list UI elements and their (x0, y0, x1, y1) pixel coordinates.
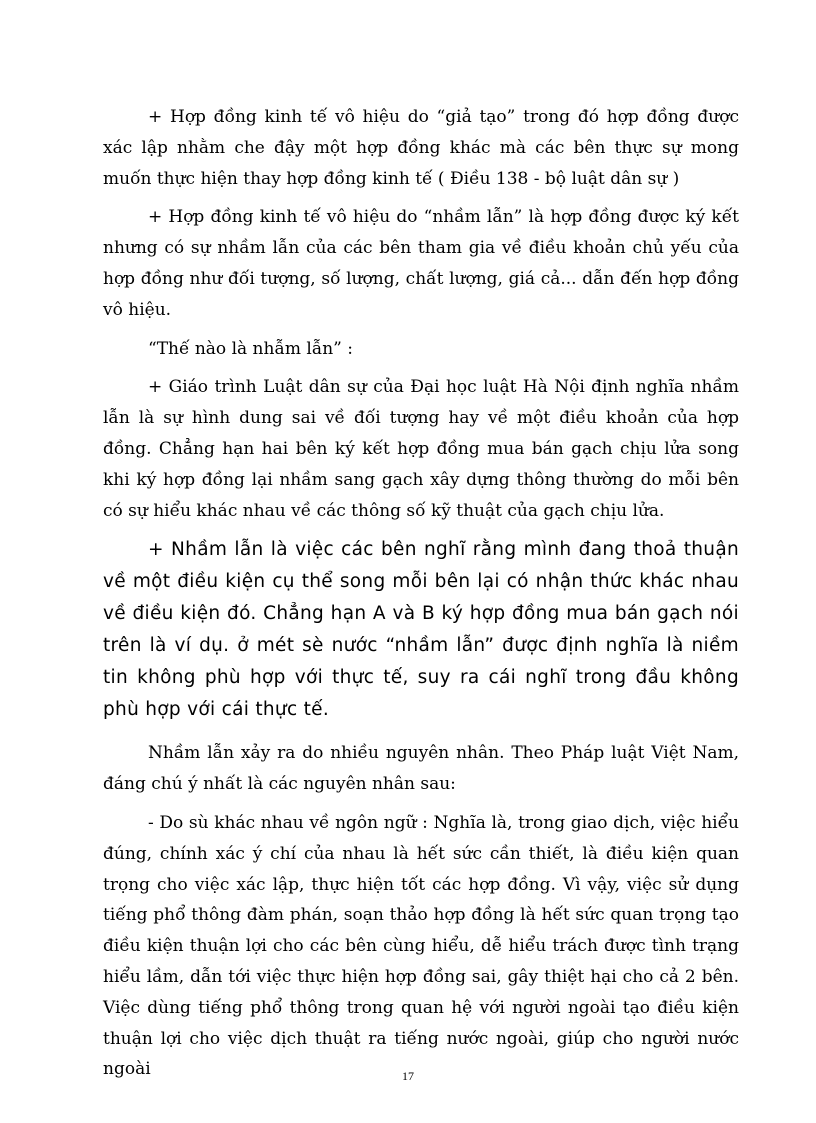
paragraph-language-difference: - Do sù khác nhau về ngôn ngữ : Nghĩa là, trong giao dịch, việc hiểu đúng, chính xác ý chí của nhau là hết sức cần thiết, là điều kiện quan trọng cho việc xác lập, thực hiện tốt các hợp đồng. Vì vậy, việc sử dụng tiếng phổ thông đàm phán, soạn thảo hợp đồng là hết sức quan trọng tạo điều kiện thuận lợi cho các bên cùng hiểu, dễ hiểu trách được tình trạng hiểu lầm, dẫn tới việc thực hiện hợp đồng sai, gây thiệt hại cho cả 2 bên. Việc dùng tiếng phổ thông trong quan hệ với người ngoài tạo điều kiện thuận lợi cho việc dịch thuật ra tiếng nước ngoài, giúp cho người nước ngoài (103, 812, 739, 1080)
paragraph-causes-intro: Nhầm lẫn xảy ra do nhiều nguyên nhân. Theo Pháp luật Việt Nam, đáng chú ý nhất là các nguyên nhân sau: (103, 743, 739, 795)
paragraph-what-is-mistake: “Thế nào là nhẫm lẫn” : (148, 338, 354, 359)
paragraph-textbook-definition: + Giáo trình Luật dân sự của Đại học luật Hà Nội định nghĩa nhầm lẫn là sự hình dung sai về đối tượng hay về một điều khoản của hợp đồng. Chẳng hạn hai bên ký kết hợp đồng mua bán gạch chịu lửa song khi ký hợp đồng lại nhầm sang gạch xây dựng thông thường do mỗi bên có sự hiểu khác nhau về các thông số kỹ thuật của gạch chịu lửa. (103, 377, 739, 521)
paragraph-mistake-contract: + Hợp đồng kinh tế vô hiệu do “nhầm lẫn” là hợp đồng được ký kết nhưng có sự nhầm lẫn của các bên tham gia về điều khoản chủ yếu của hợp đồng như đối tượng, số lượng, chất lượng, giá cả... dẫn đến hợp đồng vô hiệu. (103, 207, 739, 320)
page-number: 17 (402, 1069, 414, 1083)
paragraph-mistake-definition: + Nhầm lẫn là việc các bên nghĩ rằng mình đang thoả thuận về một điều kiện cụ thể song mỗi bên lại có nhận thức khác nhau về điều kiện đó. Chẳng hạn A và B ký hợp đồng mua bán gạch nói trên là ví dụ. ở mét sè nước “nhầm lẫn” được định nghĩa là niềm tin không phù hợp với thực tế, suy ra cái nghĩ trong đầu không phù hợp với cái thực tế. (103, 539, 739, 721)
page-body (103, 102, 739, 1093)
paragraph-fake-contract: + Hợp đồng kinh tế vô hiệu do “giả tạo” trong đó hợp đồng được xác lập nhằm che đậy một hợp đồng khác mà các bên thực sự mong muốn thực hiện thay hợp đồng kinh tế ( Điều 138 - bộ luật dân sự ) (103, 107, 739, 189)
